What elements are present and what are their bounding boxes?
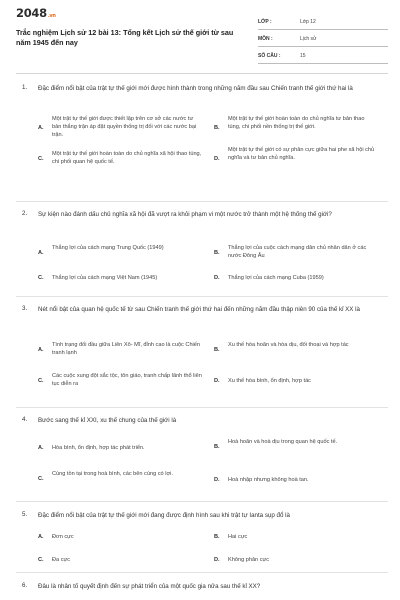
option-text: Xu thế hòa hoãn và hòa dịu, đối thoại và hợp tác <box>228 342 349 348</box>
option-text: Không phân cực <box>228 557 270 563</box>
meta-panel <box>258 16 388 67</box>
meta-row-count <box>258 50 388 64</box>
site-logo[interactable] <box>16 6 56 20</box>
option-letter: A. <box>38 534 44 540</box>
option-text: Một trật tự thế giới hoàn toàn do chủ nghĩa xã hội thao túng, chi phối quan hệ quốc tế. <box>52 151 202 166</box>
question-divider <box>16 296 388 297</box>
option-letter: B. <box>214 125 220 131</box>
option-letter: A. <box>38 445 44 451</box>
option-letter: C. <box>38 378 44 384</box>
option-letter: B. <box>214 250 220 256</box>
header-divider <box>16 73 388 74</box>
option-letter: C. <box>38 557 44 563</box>
question-number: 3. <box>22 305 28 312</box>
question-number: 4. <box>22 416 28 423</box>
option-letter: D. <box>214 477 220 483</box>
question-number: 1. <box>22 84 28 91</box>
question-text: Đặc điểm nổi bật của trật tự thế giới mới được hình thành trong những năm đầu sau Chiến tranh thế giới thứ hai là <box>38 85 353 92</box>
meta-label: LỚP : <box>258 19 272 25</box>
option-letter: D. <box>214 156 220 162</box>
option-letter: C. <box>38 275 44 281</box>
option-letter: D. <box>214 275 220 281</box>
option-text: Hoà nhập nhưng không hoà tan. <box>228 477 309 483</box>
option-text: Đa cực <box>52 557 71 563</box>
meta-row-subject <box>258 33 388 47</box>
option-letter: A. <box>38 125 44 131</box>
question-divider <box>16 501 388 502</box>
question-text: Nét nổi bật của quan hệ quốc tế từ sau Chiến tranh thế giới thứ hai đến những năm đầu thập niên 90 của thế kỉ XX là <box>38 306 360 313</box>
option-text: Đơn cực <box>52 534 74 540</box>
question-number: 5. <box>22 511 28 518</box>
option-text: Tình trạng đối đầu giữa Liên Xô- Mĩ, đỉnh cao là cuộc Chiến tranh lạnh <box>52 342 201 357</box>
question-item <box>16 582 388 596</box>
question-item <box>16 210 388 285</box>
option-letter: C. <box>38 156 44 162</box>
option-text: Thắng lợi của cách mạng Trung Quốc (1949) <box>52 245 164 251</box>
question-text: Đâu là nhân tố quyết định đến sự phát triển của một quốc gia nửa sau thế kỉ XX? <box>38 583 261 590</box>
meta-row-class <box>258 16 388 30</box>
option-letter: A. <box>38 347 44 353</box>
option-text: Cùng tồn tại trong hoà bình, các bên cùng có lợi. <box>52 471 173 477</box>
question-text: Sự kiện nào đánh dấu chủ nghĩa xã hội đã vượt ra khỏi phạm vi một nước trở thành một hệ thống thế giới? <box>38 211 332 218</box>
option-letter: C. <box>38 476 44 482</box>
question-item <box>16 305 388 400</box>
option-text: Thắng lợi của cách mạng Việt Nam (1945) <box>52 275 158 281</box>
page-title: Trắc nghiệm Lịch sử 12 bài 13: Tổng kết Lịch sử thế giới từ sau năm 1945 đến nay <box>16 28 234 47</box>
option-text: Một trật tự thế giới được thiết lập trên cơ sở các nước tư bản thắng trận áp đặt quyền thống trị đối với các nước bại trận. <box>52 116 197 139</box>
question-number: 2. <box>22 210 28 217</box>
meta-value: Lớp 12 <box>300 19 316 25</box>
option-letter: A. <box>38 250 44 256</box>
question-number: 6. <box>22 582 28 589</box>
option-text: Một trật tự thế giới có sự phân cực giữa hai phe xã hội chủ nghĩa và tư bản chủ nghĩa. <box>228 147 375 162</box>
question-item <box>16 416 388 496</box>
meta-label: MÔN : <box>258 36 273 42</box>
option-letter: B. <box>214 444 220 450</box>
question-text: Bước sang thế kỉ XXI, xu thế chung của thế giới là <box>38 417 177 424</box>
meta-label: SỐ CÂU : <box>258 53 281 59</box>
option-letter: B. <box>214 347 220 353</box>
option-text: Thắng lợi của cuộc cách mạng dân chủ nhân dân ở các nước Đông Âu <box>228 245 367 260</box>
meta-value: 15 <box>300 53 306 59</box>
option-letter: D. <box>214 378 220 384</box>
logo-text: 2048 <box>16 6 47 20</box>
option-text: Hai cực <box>228 534 248 540</box>
option-letter: D. <box>214 557 220 563</box>
question-divider <box>16 407 388 408</box>
question-divider <box>16 572 388 573</box>
option-text: Hoà hoãn và hoà dịu trong quan hệ quốc tế. <box>228 439 338 445</box>
page-header <box>16 6 388 66</box>
question-divider <box>16 201 388 202</box>
option-text: Một trật tự thế giới hoàn toàn do chủ nghĩa tư bản thao túng, chi phối nền thống trị thế giới. <box>228 116 365 131</box>
option-text: Thắng lợi của cách mạng Cuba (1959) <box>228 275 324 281</box>
option-text: Hòa bình, ổn định, hợp tác phát triển. <box>52 445 145 451</box>
question-text: Đặc điểm nổi bật của trật tự thế giới mới đang được định hình sau khi trật tự Ianta sụp đổ là <box>38 512 290 519</box>
logo-suffix: .vn <box>47 13 56 19</box>
question-item <box>16 511 388 571</box>
option-letter: B. <box>214 534 220 540</box>
option-text: Các cuộc xung đột sắc tộc, tôn giáo, tranh chấp lãnh thổ liên tục diễn ra <box>52 373 202 388</box>
meta-value: Lịch sử <box>300 36 317 42</box>
option-text: Xu thế hòa bình, ổn định, hợp tác <box>228 378 311 384</box>
question-item <box>16 84 388 174</box>
